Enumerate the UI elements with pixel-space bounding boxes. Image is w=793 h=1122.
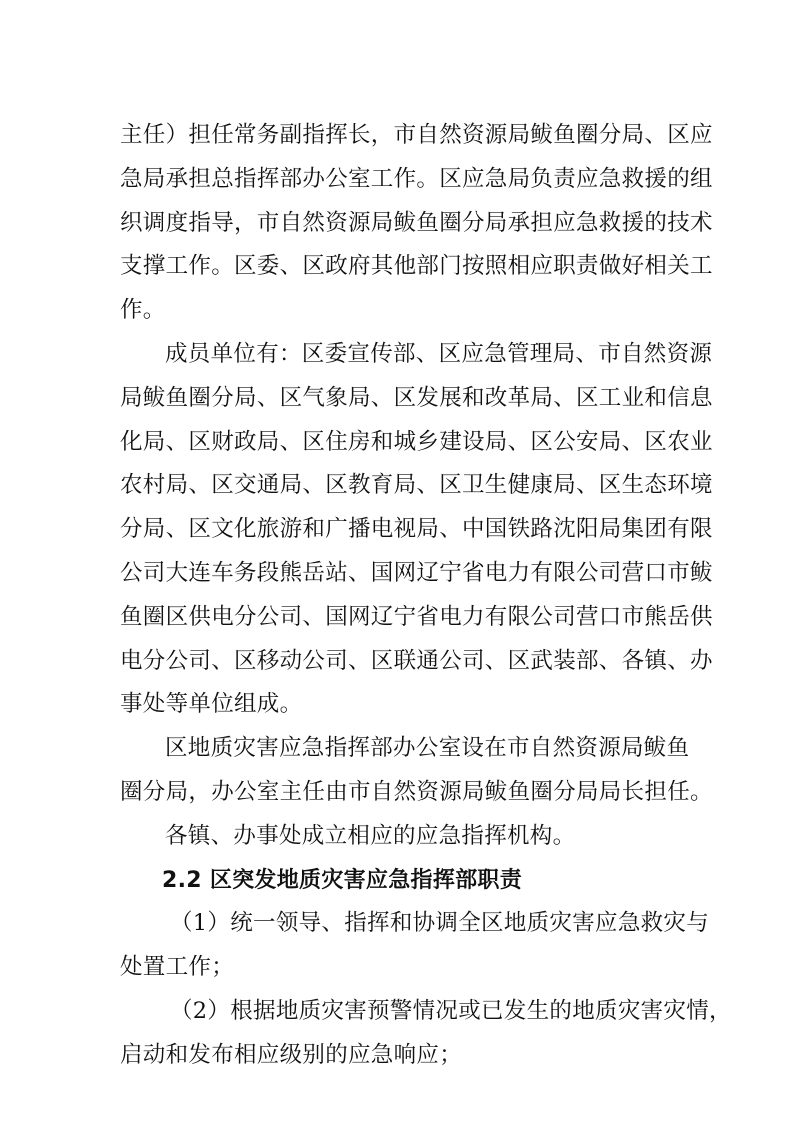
- text-line: 鱼圈区供电分公司、国网辽宁省电力有限公司营口市熊岳供: [120, 603, 713, 630]
- text-line: 启动和发布相应级别的应急响应；: [120, 1041, 463, 1068]
- text-line: 急局承担总指挥部办公室工作。区应急局负责应急救援的组: [120, 165, 713, 192]
- list-item-first-line: （1）统一领导、指挥和协调全区地质灾害应急救灾与: [170, 910, 710, 937]
- text-line: 局鲅鱼圈分局、区气象局、区发展和改革局、区工业和信息: [120, 384, 713, 411]
- document-body: [120, 114, 732, 1078]
- text-line: 分局、区文化旅游和广播电视局、中国铁路沈阳局集团有限: [120, 516, 713, 543]
- paragraph-first-line: 区地质灾害应急指挥部办公室设在市自然资源局鲅鱼: [165, 735, 690, 762]
- section-heading: 2.2 区突发地质灾害应急指挥部职责: [162, 867, 523, 893]
- text-line: 化局、区财政局、区住房和城乡建设局、区公安局、区农业: [120, 428, 713, 455]
- paragraph-first-line: 各镇、办事处成立相应的应急指挥机构。: [165, 822, 576, 849]
- text-line: 公司大连车务段熊岳站、国网辽宁省电力有限公司营口市鲅: [120, 559, 713, 586]
- text-line: 圈分局，办公室主任由市自然资源局鲅鱼圈分局局长担任。: [120, 778, 713, 805]
- text-line: 电分公司、区移动公司、区联通公司、区武装部、各镇、办: [120, 647, 713, 674]
- text-line: 主任）担任常务副指挥长，市自然资源局鲅鱼圈分局、区应: [120, 122, 713, 148]
- text-line: 处置工作；: [120, 954, 235, 981]
- text-line: 织调度指导，市自然资源局鲅鱼圈分局承担应急救援的技术: [120, 209, 713, 236]
- text-line: 事处等单位组成。: [120, 691, 303, 718]
- text-line: 作。: [120, 297, 166, 324]
- text-line: 农村局、区交通局、区教育局、区卫生健康局、区生态环境: [120, 472, 713, 499]
- paragraph-first-line: 成员单位有：区委宣传部、区应急管理局、市自然资源: [165, 340, 713, 367]
- list-item-first-line: （2）根据地质灾害预警情况或已发生的地质灾害灾情，: [170, 997, 732, 1024]
- text-line: 支撑工作。区委、区政府其他部门按照相应职责做好相关工: [120, 253, 713, 280]
